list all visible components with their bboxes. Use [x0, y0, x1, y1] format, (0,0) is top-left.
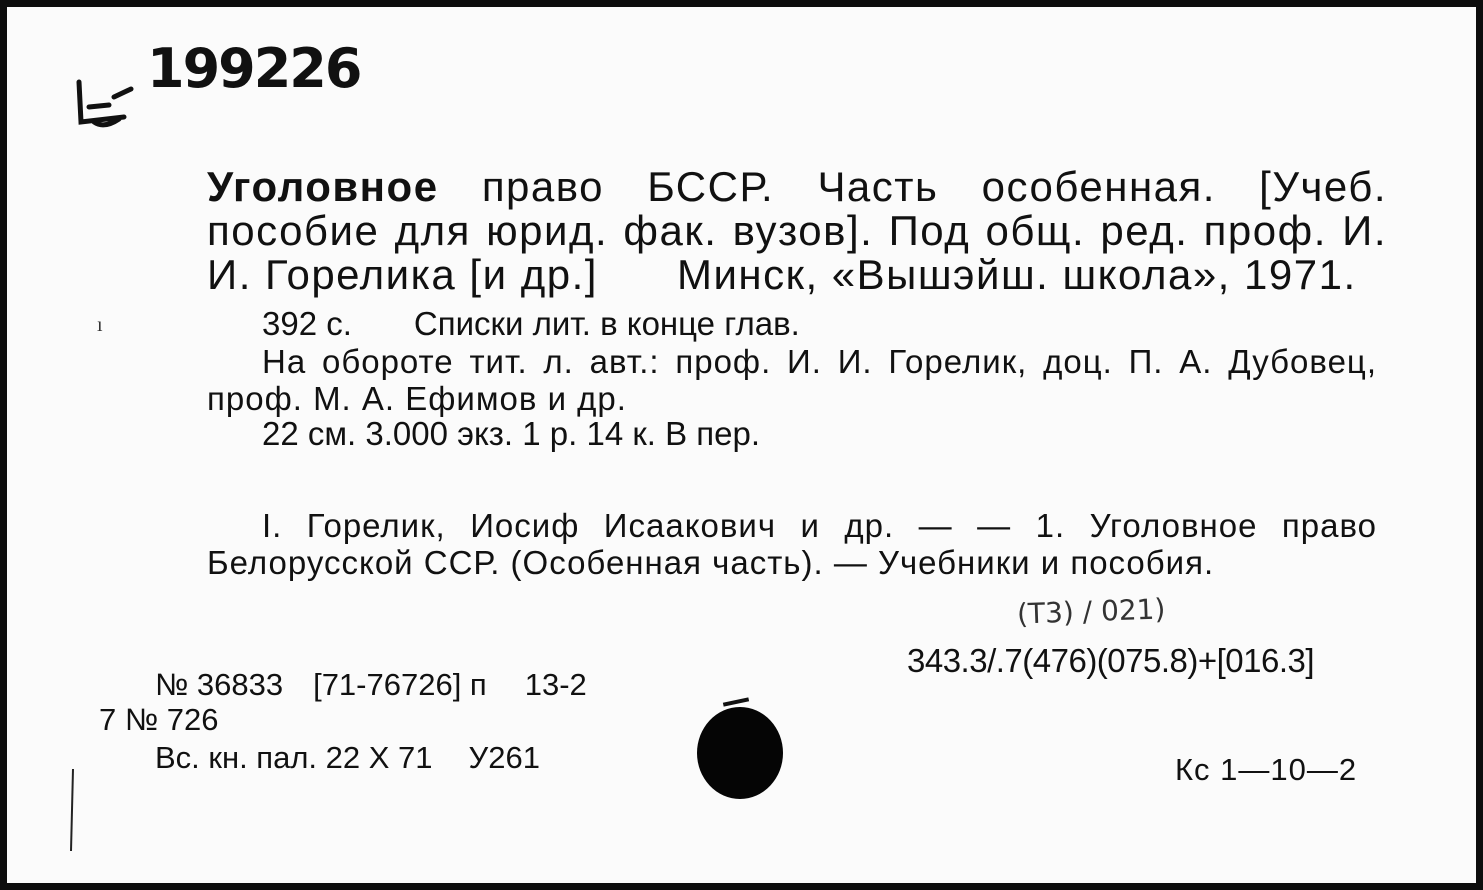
card-title — [207, 165, 1387, 297]
subject-tracings: I. Горелик, Иосиф Исаакович и др. — — 1. Уголовное право Белорусской ССР. (Особенная часть). — Учебники и пособия. — [207, 507, 1377, 581]
pen-stroke-icon — [69, 767, 75, 853]
physical-description: 22 см. 3.000 экз. 1 р. 14 к. В пер. — [262, 415, 761, 452]
chamber-line — [155, 740, 540, 776]
order-code: [71-76726] п — [313, 667, 487, 702]
handwritten-note: (Т3) / 021) — [1016, 592, 1166, 631]
collation-line — [262, 305, 800, 342]
classification-code: 343.3/.7(476)(075.8)+[016.3] — [907, 642, 1315, 679]
order-number: № 36833 — [155, 667, 284, 702]
verso-note: На обороте тит. л. авт.: проф. И. И. Горелик, доц. П. А. Дубовец, проф. М. А. Ефимов и др. — [207, 343, 1377, 417]
handwritten-mark-icon — [69, 77, 139, 132]
kc-code: Кс 1—10—2 — [1175, 752, 1358, 787]
page-count: 392 с. — [262, 305, 352, 342]
chamber-code: У261 — [468, 740, 540, 775]
sequence-number: 7 № 726 — [99, 702, 219, 737]
title-bold: Уголовное — [207, 163, 439, 210]
margin-mark-icon: ı — [97, 314, 103, 336]
title-rest: право БССР. Часть особенная. [Учеб. пособие для юрид. фак. вузов]. Под общ. ред. проф. И. И. Горелика [и др.] — [207, 163, 1388, 298]
imprint: Минск, «Вышэйш. школа», 1971. — [676, 251, 1357, 298]
punch-tick-mark — [723, 697, 749, 706]
price-group: 13-2 — [524, 667, 587, 702]
punch-hole — [697, 707, 783, 799]
chamber-label: Вс. кн. пал. 22 X 71 — [155, 740, 433, 775]
order-line — [155, 667, 587, 703]
accession-number: 199226 — [147, 37, 361, 100]
bibliography-note: Списки лит. в конце глав. — [413, 305, 800, 342]
